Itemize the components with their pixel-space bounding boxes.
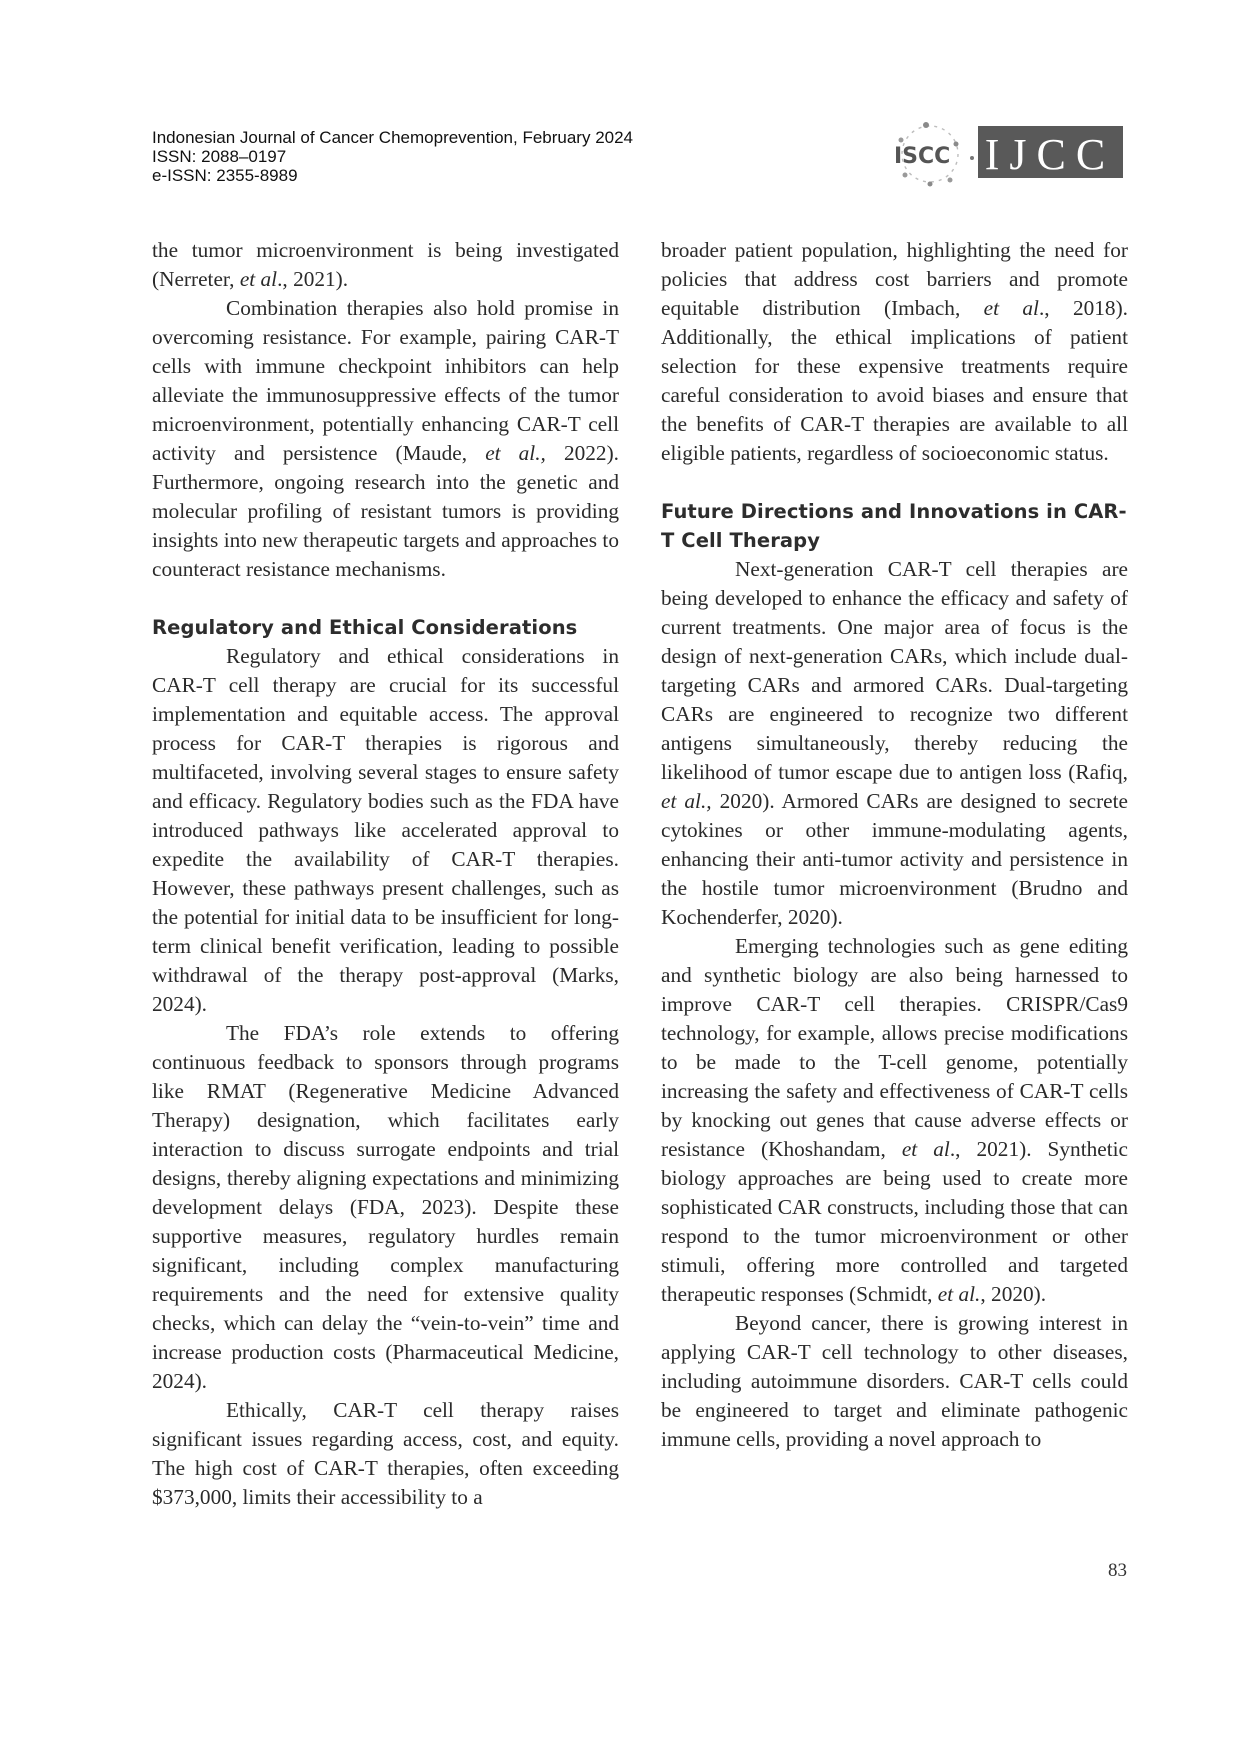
italic-run: et al.: [937, 1282, 981, 1306]
italic-run: et al: [983, 296, 1039, 320]
italic-run: et al.,: [485, 441, 546, 465]
text-run: ., 2021).: [277, 267, 349, 291]
paragraph: [152, 642, 619, 1019]
text-run: Emerging technologies such as gene editing and synthetic biology are also being harnessed to improve CAR-T cell therapies. CRISPR/Cas9 technology, for example, allows precise modifications to be made to the T-cell genome, potentially increasing the safety and effectiveness of CAR-T cells by knocking out genes that cause adverse effects or resistance (Khoshandam,: [661, 934, 1128, 1161]
paragraph: [661, 236, 1128, 468]
ijcc-text: IJCC: [984, 130, 1116, 179]
paragraph: [152, 236, 619, 294]
paragraph: [661, 1309, 1128, 1454]
journal-logo: [880, 118, 1125, 190]
text-run: Regulatory and ethical considerations in CAR-T cell therapy are crucial for its successful implementation and equitable access. The approval process for CAR-T therapies is rigorous and multifaceted, involving several stages to ensure safety and efficacy. Regulatory bodies such as the FDA have introduced pathways like accelerated approval to expedite the availability of CAR-T therapies. However, these pathways present challenges, such as the potential for initial data to be insufficient for long-term clinical benefit verification, leading to possible withdrawal of the therapy post-approval (Marks, 2024).: [152, 644, 619, 1016]
section-heading: Future Directions and Innovations in CAR-T Cell Therapy: [661, 500, 1127, 552]
text-run: Combination therapies also hold promise in overcoming resistance. For example, pairing CAR-T cells with immune checkpoint inhibitors can help alleviate the immunosuppressive effects of the tumor microenvironment, potentially enhancing CAR-T cell activity and persistence (Maude,: [152, 296, 619, 465]
paragraph: [152, 294, 619, 584]
text-run: 2022). Furthermore, ongoing research into the genetic and molecular profiling of resistant tumors is providing insights into new therapeutic targets and approaches to counteract resistance mechanisms.: [152, 441, 619, 581]
iscc-text: ISCC: [894, 144, 951, 169]
text-run: The FDA’s role extends to offering continuous feedback to sponsors through programs like RMAT (Regenerative Medicine Advanced Therapy) designation, which facilitates early interaction to discuss surrogate endpoints and trial designs, thereby aligning expectations and minimizing development delays (FDA, 2023). Despite these supportive measures, regulatory hurdles remain significant, including complex manufacturing requirements and the need for extensive quality checks, which can delay the “vein-to-vein” time and increase production costs (Pharmaceutical Medicine, 2024).: [152, 1021, 619, 1393]
section-heading: Regulatory and Ethical Considerations: [152, 616, 578, 639]
text-run: 2020). Armored CARs are designed to secrete cytokines or other immune-modulating agents, enhancing their anti-tumor activity and persistence in the hostile tumor microenvironment (Brudno and Kochenderfer, 2020).: [661, 789, 1128, 929]
paragraph: [152, 1019, 619, 1396]
text-run: Beyond cancer, there is growing interest in applying CAR-T cell technology to other diseases, including autoimmune disorders. CAR-T cells could be engineered to target and eliminate pathogenic immune cells, providing a novel approach to: [661, 1311, 1128, 1451]
spacer: [152, 584, 619, 613]
text-run: , 2020).: [980, 1282, 1047, 1306]
paragraph: [152, 1396, 619, 1512]
issn: ISSN: 2088–0197: [152, 147, 287, 166]
eissn: e-ISSN: 2355-8989: [152, 166, 298, 185]
text-run: Ethically, CAR-T cell therapy raises significant issues regarding access, cost, and equity. The high cost of CAR-T therapies, often exceeding $373,000, limits their accessibility to a: [152, 1398, 619, 1509]
iscc-logo: [894, 122, 974, 187]
journal-title: Indonesian Journal of Cancer Chemoprevention, February 2024: [152, 128, 634, 147]
left-column: [152, 236, 619, 1512]
paragraph: [661, 555, 1128, 932]
spacer: [661, 468, 1128, 497]
journal-header: [152, 128, 633, 185]
italic-run: et al: [901, 1137, 950, 1161]
text-run: broader patient population, highlighting the need for policies that address cost barriers and promote equitable distribution (Imbach,: [661, 238, 1128, 320]
page-number: 83: [1108, 1560, 1127, 1581]
ijcc-logo: [978, 126, 1123, 179]
text-run: ., 2018). Additionally, the ethical implications of patient selection for these expensive treatments require careful consideration to avoid biases and ensure that the benefits of CAR-T therapies are available to all eligible patients, regardless of socioeconomic status.: [661, 296, 1128, 465]
text-run: the tumor microenvironment is being investigated (Nerreter,: [152, 238, 619, 291]
right-column: [661, 236, 1128, 1454]
text-run: ., 2021). Synthetic biology approaches are being used to create more sophisticated CAR constructs, including those that can respond to the tumor microenvironment or other stimuli, offering more controlled and targeted therapeutic responses (Schmidt,: [661, 1137, 1129, 1306]
italic-run: et al: [239, 267, 278, 291]
italic-run: et al.,: [661, 789, 712, 813]
paragraph: [661, 932, 1128, 1309]
text-run: Next-generation CAR-T cell therapies are being developed to enhance the efficacy and safety of current treatments. One major area of focus is the design of next-generation CARs, which include dual-targeting CARs and armored CARs. Dual-targeting CARs are engineered to recognize two different antigens simultaneously, thereby reducing the likelihood of tumor escape due to antigen loss (Rafiq,: [661, 557, 1128, 784]
